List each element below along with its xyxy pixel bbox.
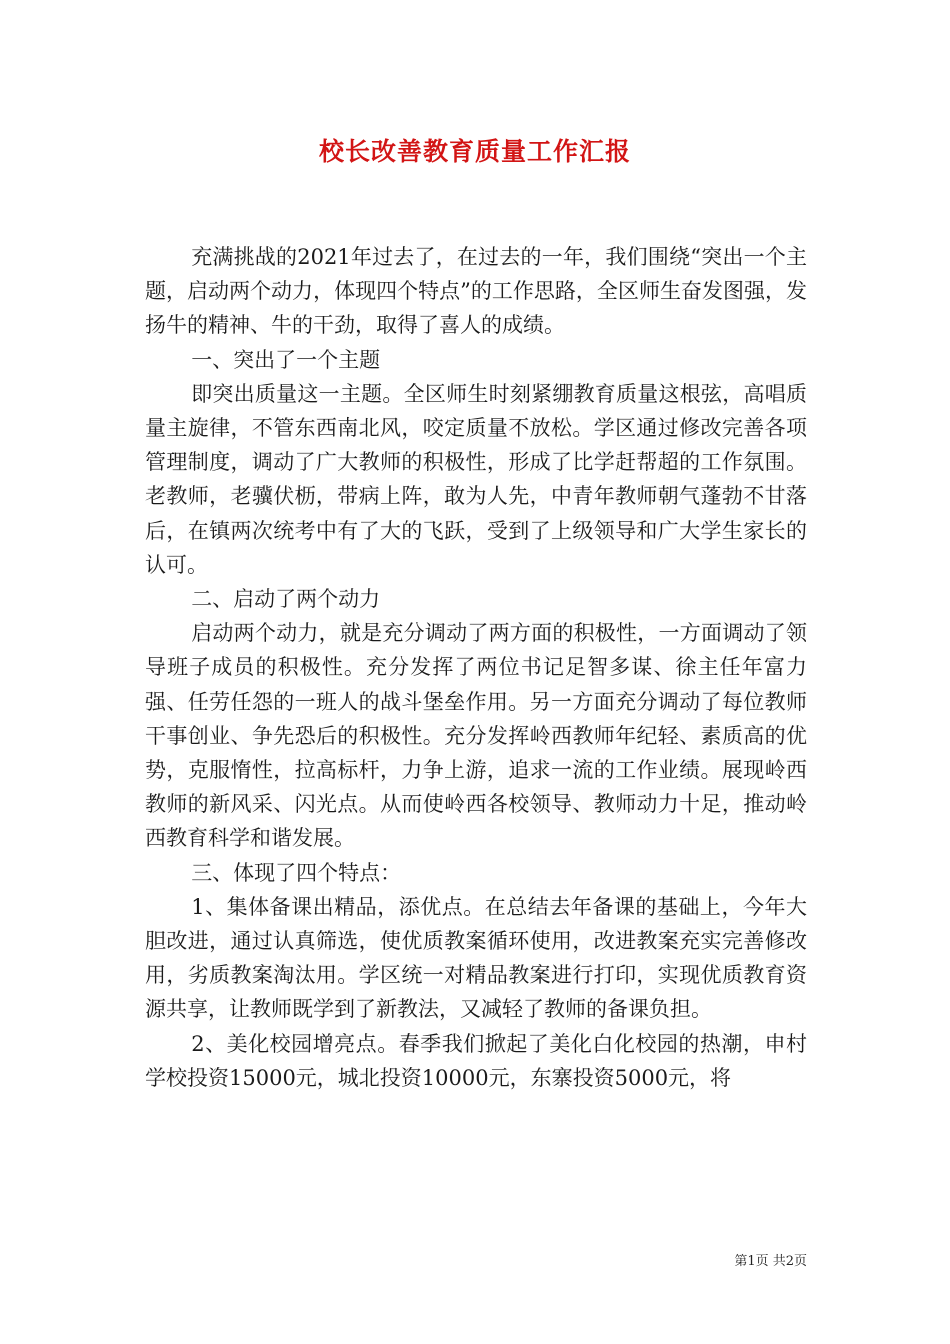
paragraph-section-1: 即突出质量这一主题。全区师生时刻紧绷教育质量这根弦，高唱质量主旋律，不管东西南北风，咬定质量不放松。学区通过修改完善各项管理制度，调动了广大教师的积极性，形成了比学赶帮超的工作氛围。老教师，老骥伏枥，带病上阵，敢为人先，中青年教师朝气蓬勃不甘落后，在镇两次统考中有了大的飞跃，受到了上级领导和广大学生家长的认可。 — [145, 381, 807, 577]
document-body — [145, 240, 807, 1095]
document-title: 校长改善教育质量工作汇报 — [318, 137, 631, 166]
paragraph-point-2: 2、美化校园增亮点。春季我们掀起了美化白化校园的热潮，申村学校投资15000元，城北投资10000元，东寨投资5000元，将 — [145, 1031, 807, 1090]
paragraph-section-2: 启动两个动力，就是充分调动了两方面的积极性，一方面调动了领导班子成员的积极性。充分发挥了两位书记足智多谋、徐主任年富力强、任劳任怨的一班人的战斗堡垒作用。另一方面充分调动了每位教师干事创业、争先恐后的积极性。充分发挥岭西教师年纪轻、素质高的优势，克服惰性，拉高标杆，力争上游，追求一流的工作业绩。展现岭西教师的新风采、闪光点。从而使岭西各校领导、教师动力十足，推动岭西教育科学和谐发展。 — [145, 621, 807, 851]
section-heading-1: 一、突出了一个主题 — [191, 347, 381, 372]
section-heading-3: 三、体现了四个特点： — [191, 860, 402, 885]
page-number: 第1页 共2页 — [734, 1254, 807, 1269]
paragraph-intro: 充满挑战的2021年过去了，在过去的一年，我们围绕“突出一个主题，启动两个动力，体现四个特点”的工作思路，全区师生奋发图强，发扬牛的精神、牛的干劲，取得了喜人的成绩。 — [145, 245, 807, 338]
section-heading-2: 二、启动了两个动力 — [191, 587, 381, 612]
paragraph-point-1: 1、集体备课出精品，添优点。在总结去年备课的基础上，今年大胆改进，通过认真筛选，使优质教案循环使用，改进教案充实完善修改用，劣质教案淘汰用。学区统一对精品教案进行打印，实现优质教育资源共享，让教师既学到了新教法，又减轻了教师的备课负担。 — [145, 894, 807, 1022]
